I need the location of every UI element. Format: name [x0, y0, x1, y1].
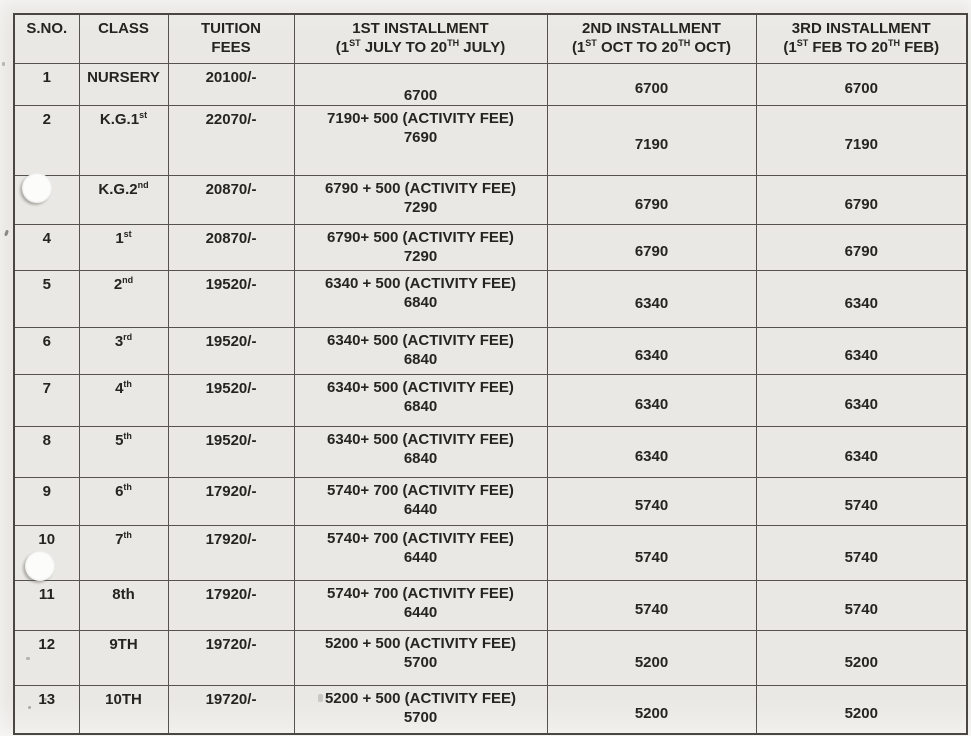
scan-speck: [2, 62, 5, 66]
cell-inst1: [294, 63, 547, 105]
inst1-breakdown: 6790 + 500 (ACTIVITY FEE): [324, 179, 517, 197]
class-ordinal-suffix: st: [139, 109, 148, 120]
header-second-installment: [547, 14, 756, 63]
class-text: 6: [115, 482, 124, 500]
fee-table: [13, 13, 968, 735]
cell-inst1: [294, 426, 547, 477]
cell-sno: 8: [14, 426, 79, 477]
header-tuition-line2: FEES: [211, 39, 251, 56]
header-first-installment: [294, 14, 547, 63]
cell-tuition: 20870/-: [168, 224, 294, 270]
inst1-total: 6840: [403, 449, 438, 467]
class-text: K.G.1: [99, 110, 140, 128]
cell-sno: 1: [14, 63, 79, 105]
sub-text: OCT): [690, 39, 732, 56]
cell-inst1: [294, 685, 547, 734]
cell-tuition: 19520/-: [168, 374, 294, 426]
cell-inst3: 6340: [756, 270, 967, 327]
inst1-breakdown: 6340 + 500 (ACTIVITY FEE): [324, 274, 517, 292]
class-ordinal-suffix: th: [123, 529, 132, 540]
sub-sup: ST: [585, 38, 597, 48]
header-third-installment: [756, 14, 967, 63]
header-class: CLASS: [79, 14, 168, 63]
inst1-total: 6700: [403, 86, 438, 104]
cell-class: [79, 630, 168, 685]
inst1-total: 5700: [403, 708, 438, 726]
cell-class: [79, 374, 168, 426]
cell-tuition: 17920/-: [168, 525, 294, 580]
inst1-breakdown: [297, 67, 545, 86]
cell-inst2: 6340: [547, 426, 756, 477]
scan-speck: [4, 230, 9, 237]
cell-class: [79, 270, 168, 327]
inst1-breakdown: 5740+ 700 (ACTIVITY FEE): [327, 529, 514, 547]
cell-sno: 2: [14, 105, 79, 175]
inst1-breakdown: 7190+ 500 (ACTIVITY FEE): [327, 109, 514, 127]
class-text: 8th: [112, 585, 135, 603]
class-text: 9TH: [109, 635, 138, 653]
cell-inst2: 5740: [547, 477, 756, 525]
table-row: [14, 685, 967, 734]
scan-speck: [28, 706, 31, 709]
class-text: 10TH: [105, 690, 142, 708]
scan-speck: [26, 657, 30, 660]
inst1-breakdown: 5200 + 500 (ACTIVITY FEE): [324, 634, 517, 652]
cell-tuition: 19520/-: [168, 327, 294, 374]
cell-class: [79, 426, 168, 477]
cell-sno: 13: [14, 685, 79, 734]
cell-inst3: 6340: [756, 426, 967, 477]
header-inst2-subtitle: [550, 38, 754, 57]
table-row: [14, 630, 967, 685]
cell-inst3: 7190: [756, 105, 967, 175]
class-text: 5: [115, 431, 124, 449]
sub-text: (1: [571, 39, 586, 56]
cell-class: [79, 685, 168, 734]
class-ordinal-suffix: nd: [137, 179, 149, 190]
header-sno: S.NO.: [14, 14, 79, 63]
table-row: [14, 270, 967, 327]
cell-sno: 10: [14, 525, 79, 580]
cell-inst3: 5200: [756, 685, 967, 734]
sub-sup: TH: [678, 38, 691, 48]
cell-inst2: 5740: [547, 580, 756, 630]
cell-class: [79, 525, 168, 580]
table-row: [14, 374, 967, 426]
header-row: [14, 14, 967, 63]
scan-speck: [42, 698, 47, 701]
sub-sup: TH: [447, 38, 460, 48]
cell-sno: 4: [14, 224, 79, 270]
table-row: [14, 477, 967, 525]
class-text: 1: [115, 229, 124, 247]
cell-inst1: [294, 270, 547, 327]
cell-inst3: 6790: [756, 175, 967, 224]
sub-text: FEB TO 20: [808, 39, 888, 56]
class-text: 7: [115, 530, 124, 548]
class-ordinal-suffix: nd: [122, 274, 134, 285]
cell-sno: 7: [14, 374, 79, 426]
inst1-breakdown: 5740+ 700 (ACTIVITY FEE): [327, 481, 514, 499]
cell-inst1: [294, 630, 547, 685]
header-inst2-title: 2ND INSTALLMENT: [582, 20, 721, 37]
inst1-breakdown: 5200 + 500 (ACTIVITY FEE): [324, 689, 517, 707]
header-inst3-title: 3RD INSTALLMENT: [791, 20, 931, 37]
table-row: [14, 580, 967, 630]
cell-inst3: 5740: [756, 525, 967, 580]
cell-class: [79, 327, 168, 374]
cell-tuition: 17920/-: [168, 477, 294, 525]
cell-tuition: 19520/-: [168, 270, 294, 327]
class-text: K.G.2: [98, 180, 138, 198]
inst1-total: 5700: [403, 653, 438, 671]
inst1-total: 7290: [403, 247, 438, 265]
cell-inst2: 6340: [547, 270, 756, 327]
inst1-total: 7690: [403, 128, 438, 146]
cell-inst1: [294, 525, 547, 580]
cell-inst2: 6700: [547, 63, 756, 105]
sub-text: (1: [335, 39, 350, 56]
punch-hole: [25, 551, 55, 581]
inst1-total: 6440: [403, 548, 438, 566]
table-row: [14, 525, 967, 580]
header-tuition-line1: TUITION: [201, 20, 261, 37]
class-text: 2: [113, 275, 123, 293]
table-row: [14, 175, 967, 224]
table-row: [14, 63, 967, 105]
cell-sno: 9: [14, 477, 79, 525]
cell-inst2: 5200: [547, 685, 756, 734]
inst1-total: 6840: [403, 397, 438, 415]
inst1-breakdown: 6790+ 500 (ACTIVITY FEE): [327, 228, 514, 246]
inst1-breakdown: 6340+ 500 (ACTIVITY FEE): [327, 331, 514, 349]
inst1-breakdown: 6340+ 500 (ACTIVITY FEE): [327, 430, 514, 448]
header-tuition-fees: [168, 14, 294, 63]
cell-inst2: 6340: [547, 374, 756, 426]
cell-sno: 12: [14, 630, 79, 685]
punch-hole: [22, 173, 52, 203]
table-row: [14, 327, 967, 374]
table-row: [14, 105, 967, 175]
cell-inst2: 6340: [547, 327, 756, 374]
cell-tuition: 20870/-: [168, 175, 294, 224]
sub-text: FEB): [899, 39, 940, 56]
cell-class: [79, 63, 168, 105]
inst1-breakdown: 5740+ 700 (ACTIVITY FEE): [327, 584, 514, 602]
class-text: NURSERY: [87, 68, 160, 86]
cell-sno: 5: [14, 270, 79, 327]
cell-inst2: 5740: [547, 525, 756, 580]
cell-inst2: 6790: [547, 224, 756, 270]
inst1-total: 6440: [403, 500, 438, 518]
cell-tuition: 19720/-: [168, 685, 294, 734]
class-ordinal-suffix: th: [123, 430, 132, 441]
sub-text: JULY): [459, 39, 506, 56]
cell-tuition: 22070/-: [168, 105, 294, 175]
cell-inst2: 6790: [547, 175, 756, 224]
inst1-breakdown: 6340+ 500 (ACTIVITY FEE): [327, 378, 514, 396]
inst1-total: 7290: [403, 198, 438, 216]
sub-text: JULY TO 20: [360, 39, 448, 56]
cell-inst3: 5740: [756, 580, 967, 630]
scan-speck: [318, 694, 323, 702]
cell-inst3: 6700: [756, 63, 967, 105]
class-ordinal-suffix: th: [123, 378, 132, 389]
cell-tuition: 17920/-: [168, 580, 294, 630]
class-text: 4: [115, 379, 124, 397]
class-ordinal-suffix: st: [123, 228, 132, 239]
cell-inst3: 5200: [756, 630, 967, 685]
cell-inst1: [294, 477, 547, 525]
cell-sno: 11: [14, 580, 79, 630]
class-ordinal-suffix: rd: [123, 331, 133, 342]
sub-sup: ST: [796, 38, 809, 48]
cell-class: [79, 477, 168, 525]
header-inst3-subtitle: [759, 38, 965, 57]
class-text: 3: [114, 332, 124, 350]
cell-inst3: 5740: [756, 477, 967, 525]
sub-sup: TH: [887, 38, 900, 48]
header-inst1-title: 1ST INSTALLMENT: [352, 20, 489, 37]
cell-inst2: 7190: [547, 105, 756, 175]
inst1-total: 6840: [403, 350, 438, 368]
cell-class: [79, 175, 168, 224]
cell-class: [79, 580, 168, 630]
sub-sup: ST: [349, 38, 361, 48]
cell-inst3: 6340: [756, 374, 967, 426]
cell-inst1: [294, 374, 547, 426]
cell-class: [79, 105, 168, 175]
cell-inst1: [294, 105, 547, 175]
table-row: [14, 224, 967, 270]
cell-class: [79, 224, 168, 270]
inst1-total: 6840: [403, 293, 438, 311]
table-row: [14, 426, 967, 477]
cell-inst2: 5200: [547, 630, 756, 685]
sub-text: OCT TO 20: [596, 39, 679, 56]
inst1-total: 6440: [403, 603, 438, 621]
sub-text: (1: [783, 39, 797, 56]
cell-inst1: [294, 175, 547, 224]
cell-inst1: [294, 327, 547, 374]
cell-inst3: 6340: [756, 327, 967, 374]
class-ordinal-suffix: th: [123, 481, 132, 492]
cell-sno: 6: [14, 327, 79, 374]
header-inst1-subtitle: [297, 38, 545, 57]
cell-tuition: 19720/-: [168, 630, 294, 685]
cell-inst1: [294, 224, 547, 270]
cell-inst1: [294, 580, 547, 630]
cell-tuition: 20100/-: [168, 63, 294, 105]
cell-tuition: 19520/-: [168, 426, 294, 477]
cell-inst3: 6790: [756, 224, 967, 270]
